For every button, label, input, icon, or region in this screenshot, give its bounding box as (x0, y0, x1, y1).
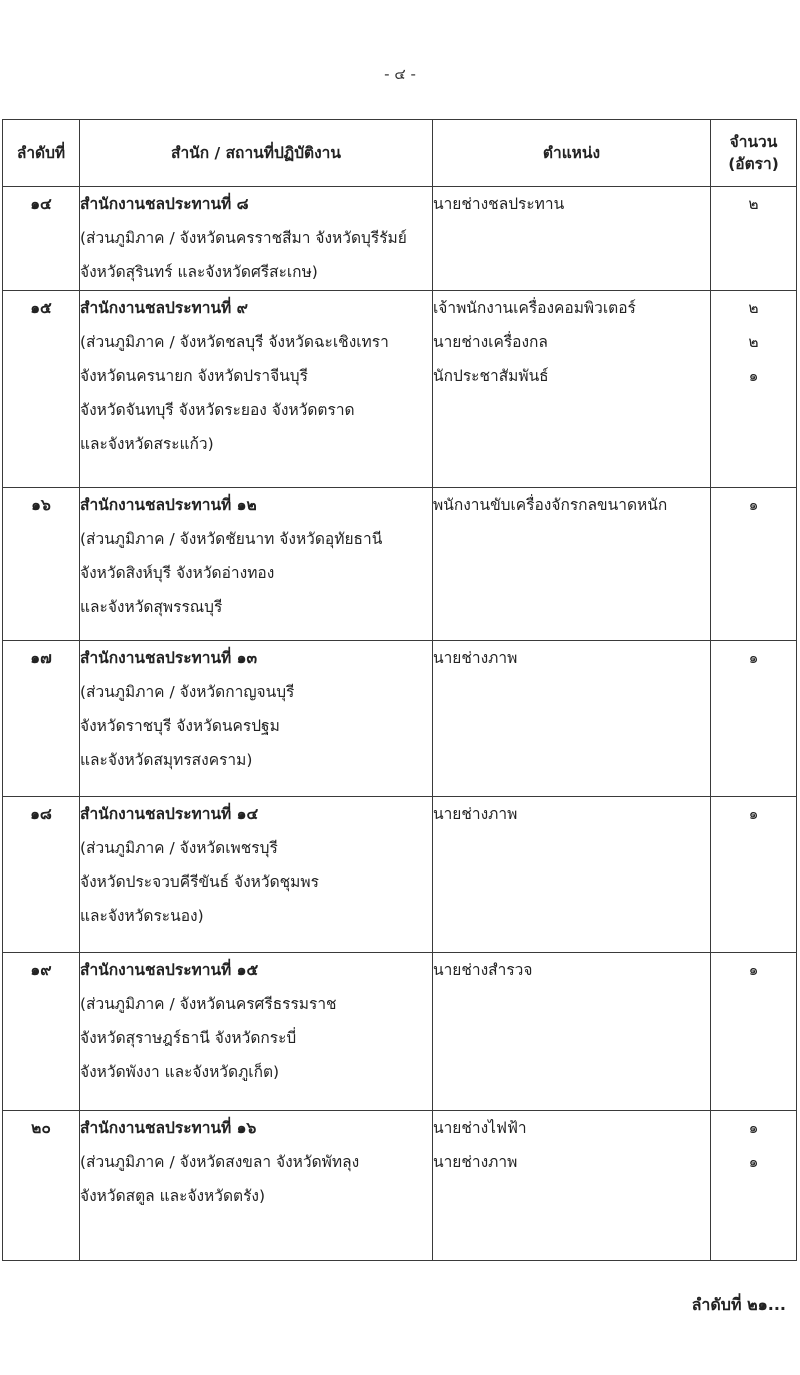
count-cell (711, 291, 797, 488)
count-cell (711, 187, 797, 291)
office-name: สำนักงานชลประทานที่ ๑๖ (80, 1119, 257, 1137)
table-row (3, 797, 797, 953)
office-cell (80, 641, 433, 797)
table-row (3, 641, 797, 797)
positions-table (2, 119, 797, 1261)
office-cell (80, 291, 433, 488)
position-title: นายช่างสำรวจ (433, 961, 533, 979)
office-name: สำนักงานชลประทานที่ ๑๕ (80, 961, 259, 979)
office-cell (80, 797, 433, 953)
office-name: สำนักงานชลประทานที่ ๙ (80, 299, 249, 317)
count-cell (711, 1111, 797, 1261)
position-title: นายช่างภาพ (433, 1153, 518, 1171)
table-row (3, 187, 797, 291)
position-count: ๑ (748, 367, 759, 385)
count-cell (711, 488, 797, 641)
office-detail: (ส่วนภูมิภาค / จังหวัดชัยนาท จังหวัดอุทัยธานี จังหวัดสิงห์บุรี จังหวัดอ่างทอง และจังหวัดสุพรรณบุรี (80, 530, 383, 616)
office-detail: (ส่วนภูมิภาค / จังหวัดสงขลา จังหวัดพัทลุง จังหวัดสตูล และจังหวัดตรัง) (80, 1153, 360, 1205)
position-cell (433, 1111, 711, 1261)
position-cell (433, 641, 711, 797)
continuation-note: ลำดับที่ ๒๑... (691, 1295, 786, 1314)
row-number: ๑๔ (3, 187, 80, 291)
header-position: ตำแหน่ง (433, 120, 711, 187)
position-count: ๑ (748, 1119, 759, 1137)
row-number: ๑๘ (3, 797, 80, 953)
position-count: ๒ (748, 299, 759, 317)
row-number: ๑๙ (3, 953, 80, 1111)
table-body (3, 187, 797, 1261)
position-count: ๑ (748, 649, 759, 667)
row-number: ๑๗ (3, 641, 80, 797)
page-number: - ๔ - (384, 65, 416, 83)
count-cell (711, 953, 797, 1111)
table-header-row (3, 120, 797, 187)
position-count: ๑ (748, 1153, 759, 1171)
position-cell (433, 187, 711, 291)
header-office: สำนัก / สถานที่ปฏิบัติงาน (80, 120, 433, 187)
position-title: นายช่างภาพ (433, 649, 518, 667)
office-cell (80, 1111, 433, 1261)
position-cell (433, 291, 711, 488)
row-number: ๑๖ (3, 488, 80, 641)
position-cell (433, 953, 711, 1111)
position-count: ๒ (748, 195, 759, 213)
office-cell (80, 187, 433, 291)
office-name: สำนักงานชลประทานที่ ๘ (80, 195, 249, 213)
office-detail: (ส่วนภูมิภาค / จังหวัดนครราชสีมา จังหวัดบุรีรัมย์ จังหวัดสุรินทร์ และจังหวัดศรีสะเกษ) (80, 229, 407, 281)
table-row (3, 953, 797, 1111)
position-count: ๒ (748, 333, 759, 351)
office-detail: (ส่วนภูมิภาค / จังหวัดนครศรีธรรมราช จังหวัดสุราษฎร์ธานี จังหวัดกระบี่ จังหวัดพังงา และจังหวัดภูเก็ต) (80, 995, 337, 1081)
position-cell (433, 488, 711, 641)
office-name: สำนักงานชลประทานที่ ๑๓ (80, 649, 258, 667)
position-title: นักประชาสัมพันธ์ (433, 367, 549, 385)
position-count: ๑ (748, 496, 759, 514)
position-count: ๑ (748, 961, 759, 979)
position-title: พนักงานขับเครื่องจักรกลขนาดหนัก (433, 496, 668, 514)
count-cell (711, 641, 797, 797)
count-cell (711, 797, 797, 953)
position-count: ๑ (748, 805, 759, 823)
header-count: จำนวน (อัตรา) (711, 120, 797, 187)
table-row (3, 291, 797, 488)
position-title: นายช่างชลประทาน (433, 195, 565, 213)
office-name: สำนักงานชลประทานที่ ๑๒ (80, 496, 257, 514)
table-row (3, 488, 797, 641)
position-title: นายช่างภาพ (433, 805, 518, 823)
office-detail: (ส่วนภูมิภาค / จังหวัดกาญจนบุรี จังหวัดราชบุรี จังหวัดนครปฐม และจังหวัดสมุทรสงคราม) (80, 683, 295, 769)
position-title: นายช่างเครื่องกล (433, 333, 548, 351)
office-detail: (ส่วนภูมิภาค / จังหวัดเพชรบุรี จังหวัดประจวบคีรีขันธ์ จังหวัดชุมพร และจังหวัดระนอง) (80, 839, 319, 925)
row-number: ๑๕ (3, 291, 80, 488)
table-row (3, 1111, 797, 1261)
office-detail: (ส่วนภูมิภาค / จังหวัดชลบุรี จังหวัดฉะเชิงเทรา จังหวัดนครนายก จังหวัดปราจีนบุรี จังหวัดจันทบุรี จังหวัดระยอง จังหวัดตราด และจังหวัดสระแก้ว) (80, 333, 389, 453)
position-cell (433, 797, 711, 953)
position-title: เจ้าพนักงานเครื่องคอมพิวเตอร์ (433, 299, 636, 317)
office-cell (80, 488, 433, 641)
position-title: นายช่างไฟฟ้า (433, 1119, 527, 1137)
row-number: ๒๐ (3, 1111, 80, 1261)
header-no: ลำดับที่ (3, 120, 80, 187)
office-cell (80, 953, 433, 1111)
office-name: สำนักงานชลประทานที่ ๑๔ (80, 805, 259, 823)
